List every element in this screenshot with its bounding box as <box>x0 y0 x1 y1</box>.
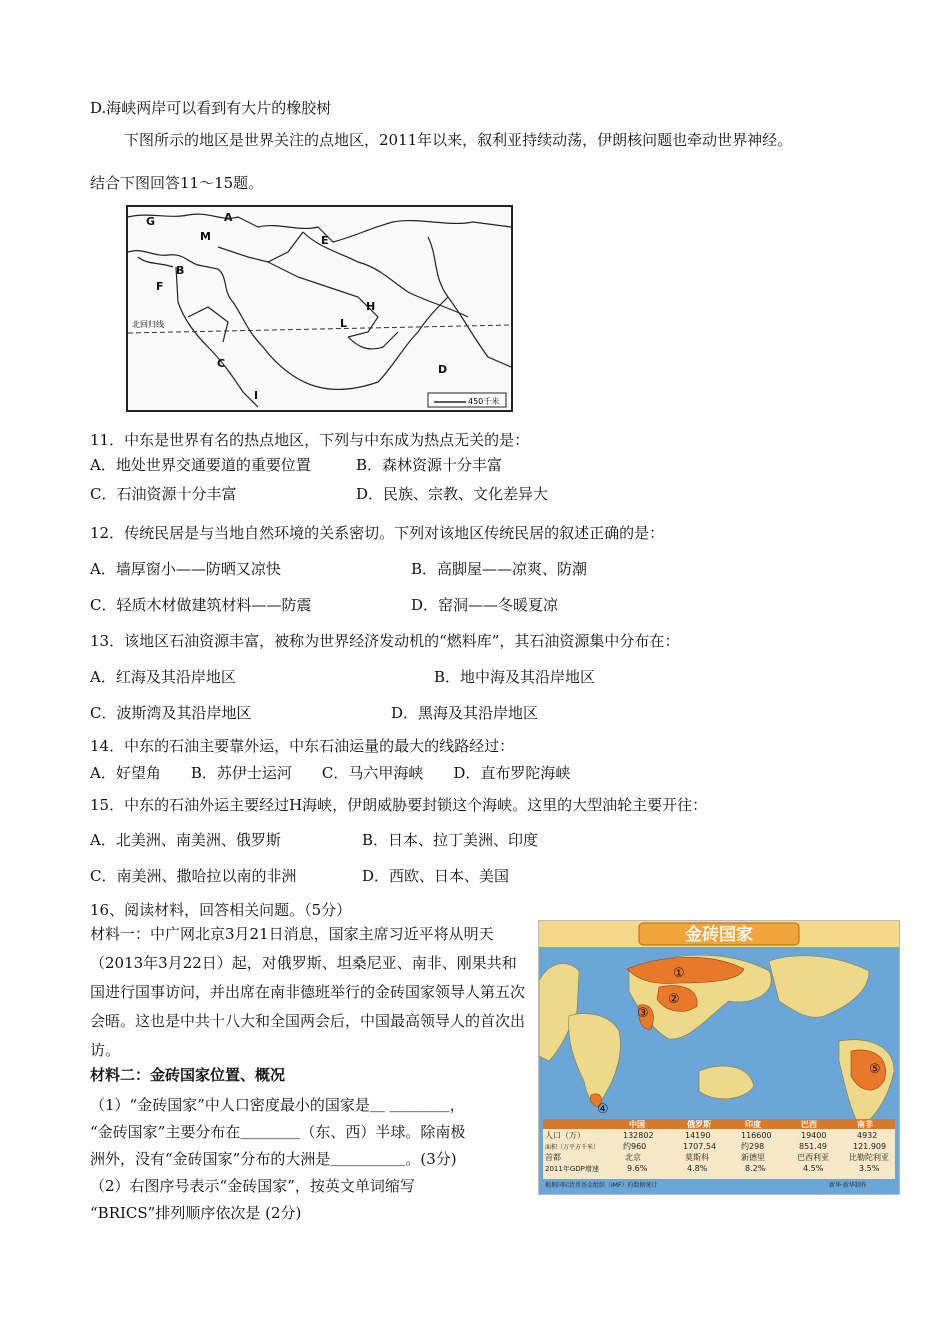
question-15: 15．中东的石油外运主要经过H海峡，伊朗威胁要封锁这个海峡。这里的大型油轮主要开往： <box>90 796 708 814</box>
question-12: 12．传统民居是与当地自然环境的关系密切。下列对该地区传统民居的叙述正确的是： <box>90 524 665 542</box>
brics-cell: 9.6% <box>627 1164 648 1173</box>
brics-cell: 4932 <box>857 1131 878 1140</box>
q11-option-d: D．民族、宗教、文化差异大 <box>356 485 549 503</box>
q11-option-c: C．石油资源十分丰富 <box>90 485 237 503</box>
brics-table <box>543 1119 895 1189</box>
map-label-m: M <box>200 230 211 243</box>
q15-option-c: C．南美洲、撒哈拉以南的非洲 <box>90 867 297 885</box>
sub-question-2-line2: “BRICS”排列顺序依次是 (2分) <box>90 1204 302 1222</box>
tropic-line <box>128 325 511 333</box>
middle-east-map <box>126 205 513 412</box>
brics-cell: 约960 <box>623 1142 647 1151</box>
sub-question-1-line1: （1）“金砖国家”中人口密度最小的国家是＿ ＿＿＿＿， <box>90 1096 465 1114</box>
question-16: 16、阅读材料，回答相关问题。（5分） <box>90 901 352 919</box>
brics-header-russia: 俄罗斯 <box>687 1120 711 1129</box>
brics-table-source: 根据国际货币基金组织（IMF）的数据统计 <box>545 1182 658 1189</box>
brics-table-header-bg <box>543 1119 895 1129</box>
brics-row-population-label: 人口（万） <box>545 1131 585 1140</box>
brics-cell: 4.5% <box>803 1164 824 1173</box>
map-label-g: G <box>146 215 156 228</box>
sub-question-1-line3: 洲外，没有“金砖国家”分布的大洲是＿＿＿＿＿。(3分) <box>90 1150 457 1168</box>
map-label-f: F <box>156 280 164 293</box>
brics-number-1: ① <box>673 966 685 981</box>
q12-option-d: D．窑洞——冬暖夏凉 <box>411 596 559 614</box>
australia-land <box>699 1066 754 1099</box>
q14-options: A．好望角 B．苏伊士运河 C．马六甲海峡 D．直布罗陀海峡 <box>90 764 571 782</box>
brics-cell: 北京 <box>625 1153 641 1162</box>
scale-label: 450千米 <box>468 397 500 406</box>
q11-option-a: A．地处世界交通要道的重要位置 <box>90 456 311 474</box>
tropic-label: 北回归线 <box>132 320 164 329</box>
brics-table-credit: 新华·新华制作 <box>829 1182 867 1189</box>
brics-cell: 新德里 <box>741 1153 765 1162</box>
sub-question-2-line1: （2）右图序号表示“金砖国家”，按英文单词缩写 <box>90 1177 415 1195</box>
brics-cell: 巴西利亚 <box>797 1153 829 1162</box>
brics-cell: 约298 <box>741 1142 765 1151</box>
map-label-a: A <box>224 211 233 224</box>
brics-cell: 1707.54 <box>683 1142 717 1151</box>
q15-option-a: A．北美洲、南美洲、俄罗斯 <box>90 831 281 849</box>
brics-cell: 比勒陀利亚 <box>849 1153 889 1162</box>
brics-cell: 4.8% <box>687 1164 708 1173</box>
q12-option-b: B．高脚屋——凉爽、防潮 <box>411 560 588 578</box>
brics-cell: 8.2% <box>745 1164 766 1173</box>
intro-instruction: 结合下图回答11～15题。 <box>90 174 264 192</box>
africa-land <box>569 1014 621 1105</box>
brics-row-area-label: 面积（万平方千米） <box>545 1144 600 1151</box>
intro-paragraph: 下图所示的地区是世界关注的点地区，2011年以来，叙利亚持续动荡，伊朗核问题也牵动世界神经。 <box>124 131 793 149</box>
brics-cell: 116600 <box>741 1131 772 1140</box>
brics-cell: 132802 <box>623 1131 654 1140</box>
q13-option-d: D．黑海及其沿岸地区 <box>391 704 539 722</box>
map-label-d: D <box>438 363 448 376</box>
q15-option-d: D．西欧、日本、美国 <box>362 867 510 885</box>
brics-map-drawing <box>539 921 899 1194</box>
brics-cell: 121.909 <box>853 1142 887 1151</box>
map-label-c: C <box>217 357 226 370</box>
q13-option-a: A．红海及其沿岸地区 <box>90 668 236 686</box>
map-label-i: I <box>254 389 259 402</box>
brics-cell: 851.49 <box>799 1142 827 1151</box>
brics-row-gdp-label: 2011年GDP增速 <box>545 1165 599 1173</box>
north-america-land <box>769 956 869 1018</box>
brics-header-india: 印度 <box>745 1120 761 1129</box>
map-label-e: E <box>321 234 329 247</box>
brics-header-south-africa: 南非 <box>857 1120 873 1129</box>
previous-option-d: D.海峡两岸可以看到有大片的橡胶树 <box>90 99 332 117</box>
q11-option-b: B．森林资源十分丰富 <box>356 456 503 474</box>
map-label-b: B <box>176 264 185 277</box>
middle-east-map-drawing <box>128 207 511 410</box>
brics-cell: 14190 <box>685 1131 711 1140</box>
brics-number-3: ③ <box>637 1006 649 1021</box>
map-label-h: H <box>366 300 376 313</box>
brics-number-2: ② <box>668 992 680 1007</box>
q12-option-c: C．轻质木材做建筑材料——防震 <box>90 596 312 614</box>
question-11: 11．中东是世界有名的热点地区，下列与中东成为热点无关的是： <box>90 431 530 449</box>
map-label-l: L <box>340 317 348 330</box>
brics-cell: 3.5% <box>859 1164 880 1173</box>
material-one: 材料一：中广网北京3月21日消息，国家主席习近平将从明天（2013年3月22日）起，对俄罗斯、坦桑尼亚、南非、刚果共和国进行国事访问，并出席在南非德班举行的金砖国家领导人第五次会晤。这也是中共十八大和全国两会后，中国最高领导人的首次出访。 <box>90 925 526 1059</box>
brics-number-5: ⑤ <box>869 1062 881 1077</box>
q13-option-c: C．波斯湾及其沿岸地区 <box>90 704 252 722</box>
brics-cell: 19400 <box>801 1131 827 1140</box>
brics-cell: 莫斯科 <box>685 1153 709 1162</box>
brics-header-china: 中国 <box>629 1120 645 1129</box>
question-13: 13．该地区石油资源丰富，被称为世界经济发动机的“燃料库”，其石油资源集中分布在： <box>90 632 680 650</box>
brics-header-brazil: 巴西 <box>801 1120 817 1129</box>
brics-row-capital-label: 首都 <box>545 1153 561 1162</box>
q15-option-b: B．日本、拉丁美洲、印度 <box>362 831 539 849</box>
q12-option-a: A．墙厚窗小——防晒又凉快 <box>90 560 281 578</box>
question-14: 14．中东的石油主要靠外运，中东石油运量的最大的线路经过： <box>90 737 515 755</box>
brics-number-4: ④ <box>597 1102 609 1117</box>
sub-question-1-line2: “金砖国家”主要分布在＿＿＿＿（东、西）半球。除南极 <box>90 1123 466 1141</box>
material-two: 材料二：金砖国家位置、概况 <box>90 1066 286 1084</box>
brics-map <box>538 920 900 1195</box>
q13-option-b: B．地中海及其沿岸地区 <box>434 668 596 686</box>
brics-title: 金砖国家 <box>685 925 753 945</box>
